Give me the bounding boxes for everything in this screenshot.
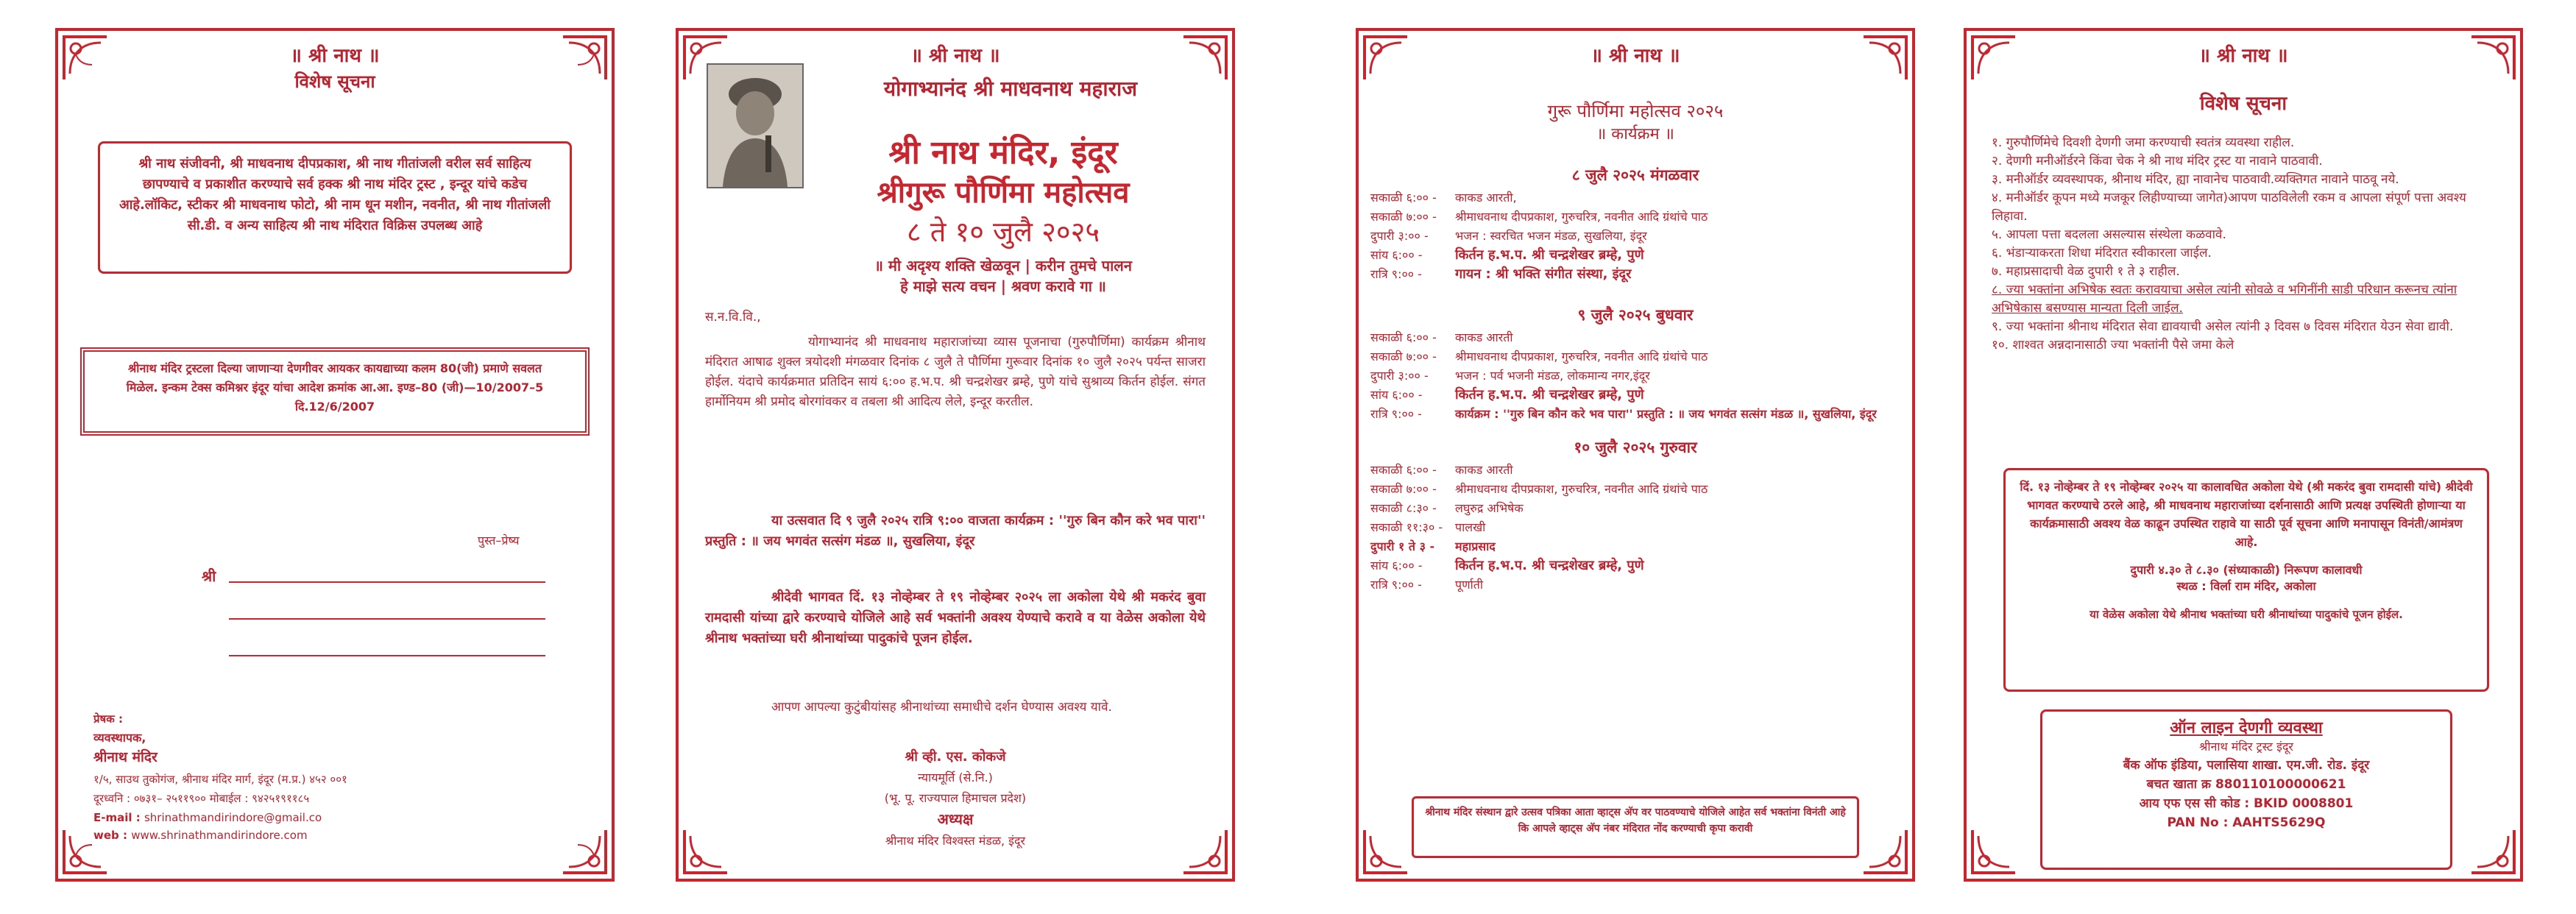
list-item: ८. ज्या भक्तांना अभिषेक स्वतः करावयाचा असेल त्यांनी सोवळे व भगिनींनी साडी परिधान करूनच त्यांना अभिषेकास बसण्यास मान्यता दिली जाईल. bbox=[1992, 283, 2458, 316]
whatsapp-note: श्रीनाथ मंदिर संस्थान द्वारे उत्सव पत्रिका आता व्हाट्स अ‍ॅप वर पाठवण्याचे योजिले आहेत सर्व भक्तांना विनंती आहे कि आपले व्हाट्स अ‍ॅप नंबर मंदिरात नोंद करण्याची कृपा करावी bbox=[1425, 807, 1846, 835]
schedule-day bbox=[1370, 305, 1900, 424]
online-donation-title: ऑन लाइन देणगी व्यवस्था bbox=[2170, 719, 2323, 737]
row-desc: गायन : श्री भक्ति संगीत संस्था, इंदूर bbox=[1455, 266, 1632, 282]
schedule-row bbox=[1370, 366, 1900, 386]
panel-instructions bbox=[1964, 28, 2523, 882]
corner-ornament-icon bbox=[559, 826, 610, 877]
schedule-row bbox=[1370, 227, 1900, 246]
row-desc: भजन : पर्व भजनी मंडळ, लोकमान्य नगर,इंदूर bbox=[1455, 369, 1650, 383]
row-desc: महाप्रसाद bbox=[1455, 539, 1496, 553]
couplet-line-1: ॥ मी अदृश्य शक्ति खेळवून | करीन तुमचे पालन bbox=[874, 257, 1132, 274]
web-label: web : bbox=[93, 829, 127, 842]
row-desc: भजन : स्वरचित भजन मंडळ, सुखलिया, इंदूर bbox=[1455, 229, 1647, 243]
couplet-line-2: हे माझे सत्य वचन | श्रवण करावे गा ॥ bbox=[900, 277, 1106, 295]
row-time: सकाळी ६:०० - bbox=[1370, 463, 1437, 477]
sign-subtitle: (भू. पू. राज्यपाल हिमाचल प्रदेश) bbox=[884, 791, 1027, 805]
instructions-title: विशेष सूचना bbox=[2199, 93, 2287, 115]
sign-name: श्री व्ही. एस. कोकजे bbox=[905, 749, 1006, 765]
schedule-row bbox=[1370, 328, 1900, 347]
invitation-para-2: या उत्सवात दि ९ जुलै २०२५ रात्रि ९:०० वाजता कार्यक्रम : ''गुरु बिन कौन करे भव पारा'' प्रस्तुति : ॥ जय भगवंत सत्संग मंडळ ॥, सुखलिया, इंदूर bbox=[705, 513, 1206, 549]
notice-title: विशेष सूचना bbox=[294, 71, 375, 92]
list-item: ५. आपला पत्ता बदलला असल्यास संस्थेला कळवावे. bbox=[1992, 227, 2226, 242]
schedule-row bbox=[1370, 208, 1900, 227]
row-time: सकाळी ६:०० - bbox=[1370, 191, 1437, 205]
day-heading: ९ जुलै २०२५ बुधवार bbox=[1577, 306, 1694, 324]
email-label: E-mail : bbox=[93, 811, 141, 824]
event-text: दिं. १३ नोव्हेम्बर ते १९ नोव्हेम्बर २०२५ या कालावधित अकोला येथे (श्री मकरंद बुवा रामदासी यांचे) श्रीदेवी भागवत करण्याचे ठरले आहे, श्री माधवनाथ महाराजांच्या दर्शनासाठी आणि प्रत्यक्ष उपस्थिती होणाऱ्या या कार्यक्रमासाठी अवश्य वेळ काढून उपस्थित राहावे या साठी पूर्व सूचना आणि मनापासून विनंती/आमंत्रण आहे. bbox=[2020, 480, 2473, 549]
email-link[interactable]: shrinathmandirindore@gmail.co bbox=[144, 811, 322, 824]
schedule-row bbox=[1370, 246, 1900, 265]
list-item: ६. भंडाऱ्याकरता शिधा मंदिरात स्वीकारला जाईल. bbox=[1992, 246, 2212, 261]
rights-text: श्री नाथ संजीवनी, श्री माधवनाथ दीपप्रकाश, श्री नाथ गीतांजली वरील सर्व साहित्य छापण्याचे व प्रकाशीत करण्याचे सर्व हक्क श्री नाथ मंदिर ट्रस्ट , इन्दूर यांचे कडेच आहे.लॉकिट, स्टीकर श्री माधवनाथ फोटो, श्री नाम धून मशीन, नवनीत, श्री नाथ गीतांजली सी.डी. व अन्य साहित्य श्री नाथ मंदिरात विक्रिस उपलब्ध आहे bbox=[119, 156, 551, 233]
sign-role: अध्यक्ष bbox=[937, 810, 974, 828]
day-heading: १० जुलै २०२५ गुरुवार bbox=[1574, 439, 1697, 456]
sender-address: १/५, साउथ तुकोगंज, श्रीनाथ मंदिर मार्ग, इंदूर (म.प्र.) ४५२ ००१ bbox=[93, 773, 347, 786]
schedule-row bbox=[1370, 556, 1900, 575]
sign-org: श्रीनाथ मंदिर विश्वस्त मंडळ, इंदूर bbox=[885, 834, 1026, 848]
festival-name: श्रीगुरू पौर्णिमा महोत्सव bbox=[877, 176, 1130, 210]
row-desc: पूर्णाती bbox=[1455, 578, 1484, 592]
sender-org: श्रीनाथ मंदिर bbox=[93, 749, 158, 765]
row-desc: श्रीमाधवनाथ दीपप्रकाश, गुरुचरित्र, नवनीत आदि ग्रंथांचे पाठ bbox=[1455, 350, 1708, 364]
sender-label: प्रेषक : bbox=[93, 712, 123, 726]
panel-header: ॥ श्री नाथ ॥ bbox=[290, 45, 380, 67]
row-desc: किर्तन ह.भ.प. श्री चन्द्रशेखर ब्रम्हे, पुणे bbox=[1455, 247, 1644, 263]
schedule-row bbox=[1370, 347, 1900, 366]
schedule-row bbox=[1370, 480, 1900, 499]
schedule-title: गुरू पौर्णिमा महोत्सव २०२५ bbox=[1547, 101, 1724, 121]
row-time: रात्रि ९:०० - bbox=[1370, 578, 1422, 592]
row-time: रात्रि ९:०० - bbox=[1370, 267, 1422, 281]
web-row bbox=[93, 826, 308, 845]
list-item: १०. शाश्वत अन्नदानासाठी ज्या भक्तांनी पैसे जमा केले bbox=[1992, 338, 2234, 353]
schedule-row bbox=[1370, 518, 1900, 537]
row-desc: काकड आरती bbox=[1455, 330, 1513, 344]
list-item: २. देणगी मनीऑर्डरने किंवा चेक ने श्री नाथ मंदिर ट्रस्ट या नावाने पाठवावी. bbox=[1992, 154, 2323, 169]
schedule-row bbox=[1370, 188, 1900, 208]
list-item: ४. मनीऑर्डर कूपन मध्ये मजकूर लिहीण्याच्या जागेत)आपण पाठविलेली रकम व आपला संपूर्ण पत्ता अवश्य लिहावा. bbox=[1992, 191, 2466, 224]
address-line bbox=[229, 618, 545, 620]
list-item: १. गुरुपौर्णिमेचे दिवशी देणगी जमा करण्याची स्वतंत्र व्यवस्था राहील. bbox=[1992, 135, 2295, 150]
sender-role: व्यवस्थापक, bbox=[93, 731, 146, 745]
corner-ornament-icon bbox=[2467, 826, 2519, 877]
row-desc: किर्तन ह.भ.प. श्री चन्द्रशेखर ब्रम्हे, पुणे bbox=[1455, 387, 1644, 403]
schedule-row bbox=[1370, 537, 1900, 556]
panel-invitation bbox=[676, 28, 1235, 882]
schedule-list bbox=[1370, 157, 1900, 595]
event-place: स्थळ : विर्ला राम मंदिर, अकोला bbox=[2176, 579, 2316, 593]
row-desc: काकड आरती bbox=[1455, 463, 1513, 477]
event-time: दुपारी ४.३० ते ८.३० (संध्याकाळी) निरूपण कालावधी bbox=[2130, 563, 2363, 577]
sender-phone: दूरध्वनि : ०७३१– २५११९०० मोबाईल : ९४२५१९११८५ bbox=[93, 792, 310, 805]
row-desc: किर्तन ह.भ.प. श्री चन्द्रशेखर ब्रम्हे, पुणे bbox=[1455, 558, 1644, 573]
temple-name: श्री नाथ मंदिर, इंदूर bbox=[888, 134, 1118, 171]
row-desc: पालखी bbox=[1455, 520, 1486, 534]
row-desc: कार्यक्रम : ''गुरु बिन कौन करे भव पारा'' प्रस्तुति : ॥ जय भगवंत सत्संग मंडळ ॥, सुखलिया, इंदूर bbox=[1455, 407, 1877, 421]
schedule-row bbox=[1370, 499, 1900, 518]
row-desc: श्रीमाधवनाथ दीपप्रकाश, गुरुचरित्र, नवनीत आदि ग्रंथांचे पाठ bbox=[1455, 210, 1708, 224]
panel-schedule bbox=[1356, 28, 1915, 882]
salutation: स.न.वि.वि., bbox=[705, 310, 761, 325]
row-desc: काकड आरती, bbox=[1455, 191, 1517, 205]
row-time: सकाळी ८:३० - bbox=[1370, 501, 1437, 515]
schedule-row bbox=[1370, 265, 1900, 284]
panel-header: ॥ श्री नाथ ॥ bbox=[2198, 45, 2288, 67]
email-row bbox=[93, 808, 322, 827]
corner-ornament-icon bbox=[1968, 826, 2020, 877]
panel-header: ॥ श्री नाथ ॥ bbox=[910, 45, 1000, 67]
panel-notice bbox=[55, 28, 615, 882]
corner-ornament-icon bbox=[1859, 826, 1911, 877]
sign-title: न्यायमूर्ति (से.नि.) bbox=[918, 770, 993, 784]
row-time: सकाळी ७:०० - bbox=[1370, 210, 1437, 224]
list-item: ७. महाप्रसादाची वेळ दुपारी १ ते ३ राहील. bbox=[1992, 264, 2180, 279]
tax-exemption-text: श्रीनाथ मंदिर ट्रस्टला दिल्या जाणाऱ्या देणगीवर आयकर कायद्याच्या कलम 80(जी) प्रमाणे सवलत मिळेल. इन्कम टेक्स कमिश्नर इंदूर यांचा आदेश क्रमांक आ.आ. इण्ड–80 (जी)—10/2007–5 दि.12/6/2007 bbox=[126, 361, 544, 414]
corner-ornament-icon bbox=[1360, 826, 1412, 877]
address-line bbox=[229, 581, 545, 583]
row-time: सकाळी ११:३० - bbox=[1370, 520, 1443, 534]
post-label: पुस्त–प्रेष्य bbox=[478, 534, 520, 548]
instructions-list bbox=[1992, 134, 2502, 355]
invitation-para-1: योगाभ्यानंद श्री माधवनाथ महाराजांच्या व्यास पूजनाचा (गुरुपौर्णिमा) कार्यक्रम श्रीनाथ मंदिरात आषाढ शुक्ल त्रयोदशी मंगळवार दिनांक ८ जुलै ते पौर्णिमा गुरूवार दिनांक १० जुलै २०२५ पर्यन्त साजरा होईल. यंदाचे कार्यक्रमात प्रतिदिन सायं ६:०० ह.भ.प. श्री चन्द्रशेखर ब्रम्हे, पुणे यांचे सुश्राव्य किर्तन होईल. संगत हार्मोनियम श्री प्रमोद बोरगांवकर व तबला श्री आदित्य लेले, इन्दूर करतील. bbox=[705, 335, 1206, 409]
row-time: सांय ६:०० - bbox=[1370, 248, 1423, 262]
schedule-day bbox=[1370, 437, 1900, 595]
row-time: सकाळी ६:०० - bbox=[1370, 330, 1437, 344]
online-account: बचत खाता क्र 880110100000621 bbox=[2146, 777, 2346, 792]
row-time: सकाळी ७:०० - bbox=[1370, 350, 1437, 364]
event-note: या वेळेस अकोला येथे श्रीनाथ भक्तांच्या घरी श्रीनाथांच्या पादुकांचे पूजन होईल. bbox=[2090, 608, 2403, 621]
online-ifsc: आय एफ एस सी कोड : BKID 0008801 bbox=[2139, 796, 2354, 811]
list-item: ३. मनीऑर्डर व्यवस्थापक, श्रीनाथ मंदिर, ह्या नावानेच पाठवावी.व्यक्तिगत नावाने पाठवू नये. bbox=[1992, 172, 2399, 187]
row-time: सांय ६:०० - bbox=[1370, 559, 1423, 573]
festival-dates: ८ ते १० जुलै २०२५ bbox=[906, 216, 1100, 248]
row-time: दुपारी १ ते ३ - bbox=[1370, 539, 1435, 553]
address-line bbox=[229, 655, 545, 656]
row-desc: श्रीमाधवनाथ दीपप्रकाश, गुरुचरित्र, नवनीत आदि ग्रंथांचे पाठ bbox=[1455, 482, 1708, 496]
row-time: दुपारी ३:०० - bbox=[1370, 229, 1429, 243]
schedule-row bbox=[1370, 575, 1900, 595]
invitation-para-4: आपण आपल्या कुटुंबीयांसह श्रीनाथांच्या समाधीचे दर्शन घेण्यास अवश्य यावे. bbox=[771, 700, 1112, 715]
guru-title: योगाभ्यानंद श्री माधवनाथ महाराज bbox=[883, 77, 1138, 101]
day-heading: ८ जुलै २०२५ मंगळवार bbox=[1571, 166, 1699, 184]
invitation-para-3: श्रीदेवी भागवत दिं. १३ नोव्हेम्बर ते १९ नोव्हेम्बर २०२५ ला अकोला येथे श्री मकरंद बुवा रामदासी यांच्या द्वारे करण्याचे योजिले आहे सर्व भक्तांनी अवश्य येण्याचे करावे व या वेळेस अकोला येथे श्रीनाथ भक्तांच्या घरी श्रीनाथांच्या पादुकांचे पूजन होईल. bbox=[705, 589, 1206, 646]
row-time: दुपारी ३:०० - bbox=[1370, 369, 1429, 383]
schedule-subtitle: ॥ कार्यक्रम ॥ bbox=[1596, 125, 1674, 144]
online-trust: श्रीनाथ मंदिर ट्रस्ट इंदूर bbox=[2199, 740, 2293, 754]
recipient-shri: श्री bbox=[202, 567, 216, 585]
schedule-day bbox=[1370, 165, 1900, 284]
online-pan: PAN No : AAHTS5629Q bbox=[2167, 815, 2326, 830]
schedule-row bbox=[1370, 405, 1900, 424]
row-time: सांय ६:०० - bbox=[1370, 388, 1423, 402]
list-item: ९. ज्या भक्तांना श्रीनाथ मंदिरात सेवा द्यावयाची असेल त्यांनी ३ दिवस ७ दिवस मंदिरात येउन सेवा द्यावी. bbox=[1992, 319, 2454, 334]
schedule-row bbox=[1370, 461, 1900, 480]
online-bank: बैंक ऑफ इंडिया, पलासिया शाखा. एम.जी. रोड. इंदूर bbox=[2123, 758, 2370, 773]
row-desc: लघुरुद्र अभिषेक bbox=[1455, 501, 1524, 515]
row-time: सकाळी ७:०० - bbox=[1370, 482, 1437, 496]
panel-header: ॥ श्री नाथ ॥ bbox=[1590, 45, 1680, 67]
schedule-row bbox=[1370, 386, 1900, 405]
web-link[interactable]: www.shrinathmandirindore.com bbox=[131, 829, 308, 842]
row-time: रात्रि ९:०० - bbox=[1370, 407, 1422, 421]
